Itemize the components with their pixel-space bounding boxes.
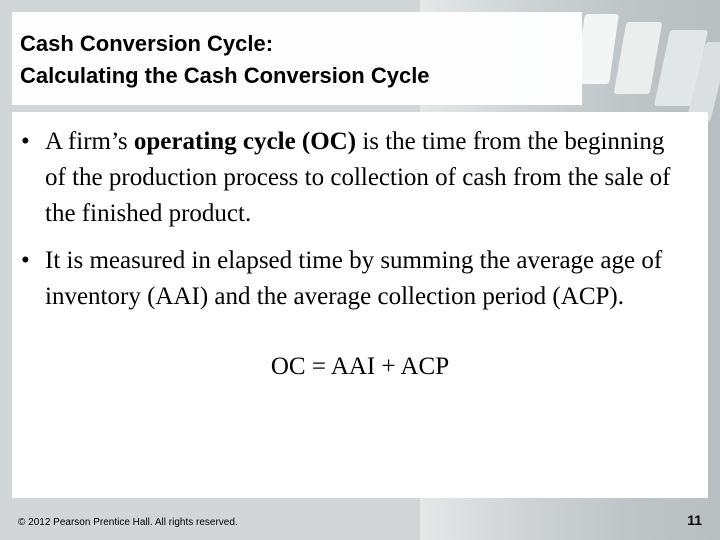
bullet-icon: • bbox=[21, 247, 30, 274]
bullet-text: It is measured in elapsed time by summing the average age of inventory (AAI) and the average collection period (ACP). bbox=[45, 247, 663, 310]
bullet-icon: • bbox=[21, 128, 30, 155]
title-line-1: Cash Conversion Cycle: bbox=[20, 31, 274, 56]
page-number: 11 bbox=[687, 512, 702, 528]
slide-title bbox=[20, 28, 430, 92]
bullet-term: operating cycle (OC) bbox=[133, 128, 357, 155]
bullet-item bbox=[20, 243, 690, 315]
title-line-2: Calculating the Cash Conversion Cycle bbox=[20, 63, 430, 88]
bullet-text-prefix: A firm’s bbox=[45, 128, 134, 155]
bullet-list bbox=[20, 124, 690, 326]
bullet-item bbox=[20, 124, 690, 232]
equation: OC = AAI + ACP bbox=[270, 353, 450, 380]
copyright-footer: © 2012 Pearson Prentice Hall. All rights reserved. bbox=[18, 517, 238, 528]
chair-shape bbox=[614, 22, 663, 94]
bullet-text-suffix: is the time from the beginning of the production process to collection of cash from the sale of the finished product. bbox=[45, 128, 671, 227]
